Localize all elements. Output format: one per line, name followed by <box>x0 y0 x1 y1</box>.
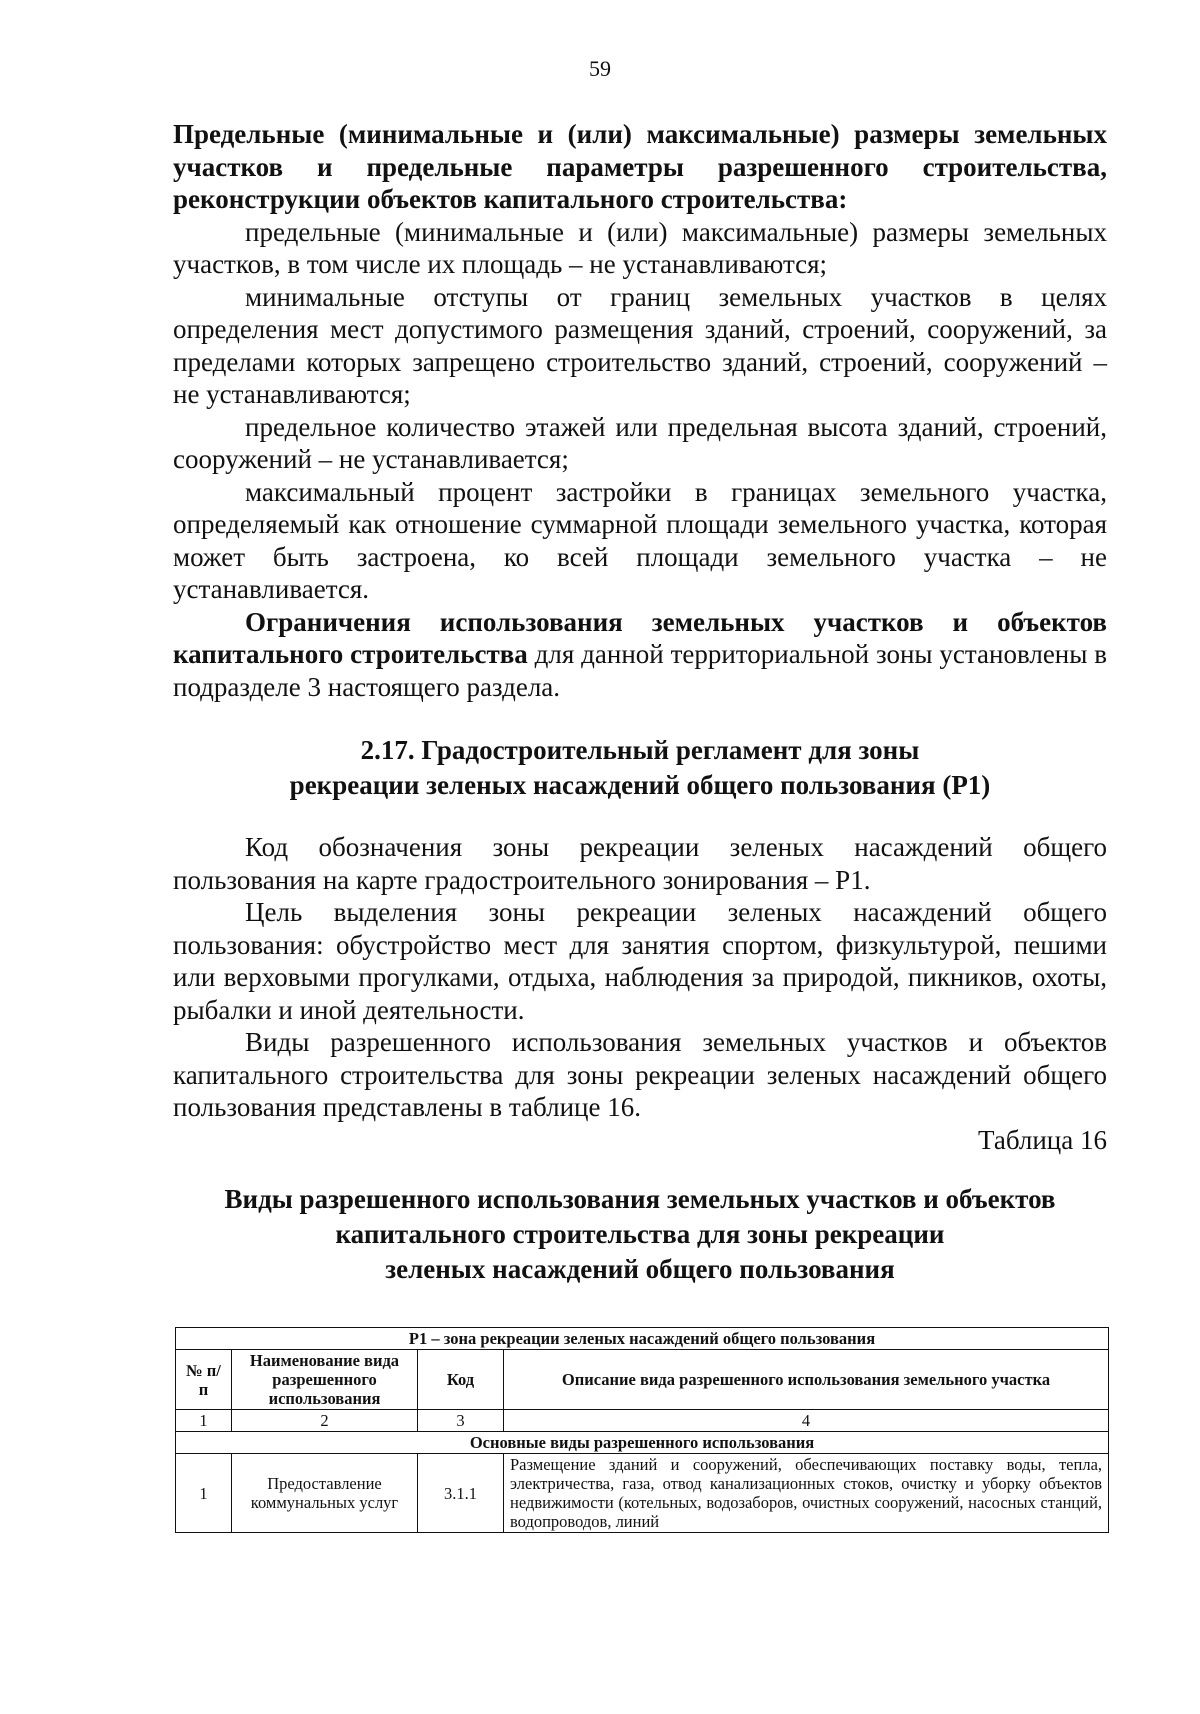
table-title-line2: капитального строительства для зоны рекреации <box>335 1219 945 1249</box>
zone-header-cell: Р1 – зона рекреации зеленых насаждений общего пользования <box>176 1328 1109 1350</box>
row-name-cell: Предоставление коммунальных услуг <box>232 1454 418 1533</box>
table-zone-header-row <box>176 1328 1109 1350</box>
paragraph-usage-types: Виды разрешенного использования земельных участков и объектов капитального строительства для зоны рекреации зеленых насаждений общего пользования представлены в таблице 16. <box>173 1027 1107 1122</box>
paragraph-floors: предельное количество этажей или предельная высота зданий, строений, сооружений – не устанавливается; <box>173 411 1107 474</box>
section-cell: Основные виды разрешенного использования <box>176 1432 1109 1454</box>
col-header-desc: Описание вида разрешенного использования земельного участка <box>504 1350 1109 1410</box>
paragraph-restrictions <box>173 606 1107 704</box>
usage-table <box>175 1327 1109 1533</box>
index-cell: 1 <box>176 1410 232 1432</box>
paragraph-build-percent: максимальный процент застройки в границах земельного участка, определяемый как отношение суммарной площади земельного участка, которая может быть застроена, ко всей площади земельного участка – не устанавливается. <box>173 476 1107 604</box>
document-body <box>173 118 1107 1287</box>
restrictions-rest: для данной территориальной зоны установлены в подразделе 3 настоящего раздела. <box>173 639 1107 702</box>
row-num-cell: 1 <box>176 1454 232 1533</box>
row-desc-cell: Размещение зданий и сооружений, обеспечивающих поставку воды, тепла, электричества, газа, отвод канализационных стоков, очистку и уборку объектов недвижимости (котельных, водозаборов, очистных сооружений, насосных станций, водопроводов, линий <box>504 1454 1109 1533</box>
table-title-line3: зеленых насаждений общего пользования <box>385 1254 895 1284</box>
limits-heading-paragraph: Предельные (минимальные и (или) максимальные) размеры земельных участков и предельные параметры разрешенного строительства, реконструкции объектов капитального строительства: <box>173 119 1107 214</box>
restrictions-bold: Ограничения использования земельных участков и объектов капитального строительства <box>173 606 1107 669</box>
section-heading-line2: рекреации зеленых насаждений общего пользования (Р1) <box>289 770 991 800</box>
table-title-line1: Виды разрешенного использования земельных участков и объектов <box>224 1184 1056 1214</box>
paragraph-zone-purpose: Цель выделения зоны рекреации зеленых насаждений общего пользования: обустройство мест для занятия спортом, физкультурой, пешими или верховыми прогулками, отдыха, наблюдения за природой, пикников, охоты, рыбалки и иной деятельности. <box>173 897 1107 1025</box>
paragraph-zone-code: Код обозначения зоны рекреации зеленых насаждений общего пользования на карте градостроительного зонирования – Р1. <box>173 832 1107 895</box>
paragraph-setbacks: минимальные отступы от границ земельных участков в целях определения мест допустимого размещения зданий, строений, сооружений, за пределами которых запрещено строительство зданий, строений, сооружений – не устанавливаются; <box>173 281 1107 409</box>
col-header-name: Наименование вида разрешенного использования <box>232 1350 418 1410</box>
page-number: 59 <box>589 56 611 81</box>
col-header-num: № п/п <box>176 1350 232 1410</box>
section-heading-line1: 2.17. Градостроительный регламент для зоны <box>360 735 920 765</box>
table-index-row <box>176 1410 1109 1432</box>
table-section-row <box>176 1432 1109 1454</box>
table-row <box>176 1454 1109 1533</box>
row-code-cell: 3.1.1 <box>418 1454 504 1533</box>
index-cell: 4 <box>504 1410 1109 1432</box>
col-header-code: Код <box>418 1350 504 1410</box>
table-column-header-row <box>176 1350 1109 1410</box>
index-cell: 3 <box>418 1410 504 1432</box>
paragraph-plot-sizes: предельные (минимальные и (или) максимальные) размеры земельных участков, в том числе их площадь – не устанавливаются; <box>173 216 1107 279</box>
index-cell: 2 <box>232 1410 418 1432</box>
table-label: Таблица 16 <box>978 1124 1107 1155</box>
